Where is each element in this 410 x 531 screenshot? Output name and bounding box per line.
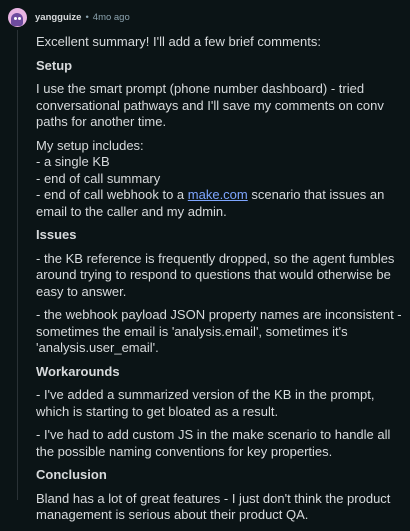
avatar-figure (11, 13, 23, 26)
issues-paragraph-webhook: - the webhook payload JSON property names are inconsistent - sometimes the email is 'analysis.email', sometimes it's 'analysis.user_email'. (36, 307, 402, 355)
setup-list-title: My setup includes: (36, 137, 144, 153)
setup-paragraph: I use the smart prompt (phone number dashboard) - tried conversational pathways and I'll save my comments on conv paths for another time. (36, 81, 384, 129)
workarounds-paragraph-js: - I've had to add custom JS in the make scenario to handle all the possible naming conventions for key properties. (36, 427, 391, 459)
setup-list-item-webhook (36, 187, 404, 220)
workarounds-heading: Workarounds (36, 363, 120, 379)
avatar-eye-right (18, 17, 21, 20)
username-link[interactable]: yangguize (35, 12, 82, 23)
intro-text: Excellent summary! I'll add a few brief comments: (36, 34, 321, 49)
conclusion-heading: Conclusion (36, 467, 107, 482)
webhook-text-before: - end of call webhook to a (36, 187, 185, 202)
setup-list-item-summary: - end of call summary (36, 170, 161, 186)
issues-heading: Issues (36, 227, 77, 242)
thread-line[interactable] (17, 30, 18, 500)
conclusion-paragraph: Bland has a lot of great features - I just don't think the product management is serious about their product QA. (36, 490, 391, 522)
meta-separator: • (85, 12, 89, 23)
webhook-text-after: scenario that issues an email to the caller and my admin. (36, 187, 385, 219)
comment-body (36, 34, 404, 531)
issues-paragraph-kb: - the KB reference is frequently dropped, so the agent fumbles around trying to respond to questions that would otherwise be easy to answer. (36, 250, 395, 299)
setup-list-item-kb: - a single KB (36, 154, 110, 169)
comment-header (8, 8, 130, 27)
workarounds-paragraph-kb: - I've added a summarized version of the KB in the prompt, which is starting to get bloated as a result. (36, 387, 375, 419)
setup-list (36, 138, 404, 221)
avatar-eye-left (14, 17, 17, 20)
setup-heading: Setup (36, 57, 73, 73)
avatar[interactable] (8, 8, 27, 27)
make-com-link[interactable]: make.com (187, 187, 248, 202)
comment-timestamp[interactable]: 4mo ago (92, 12, 130, 23)
